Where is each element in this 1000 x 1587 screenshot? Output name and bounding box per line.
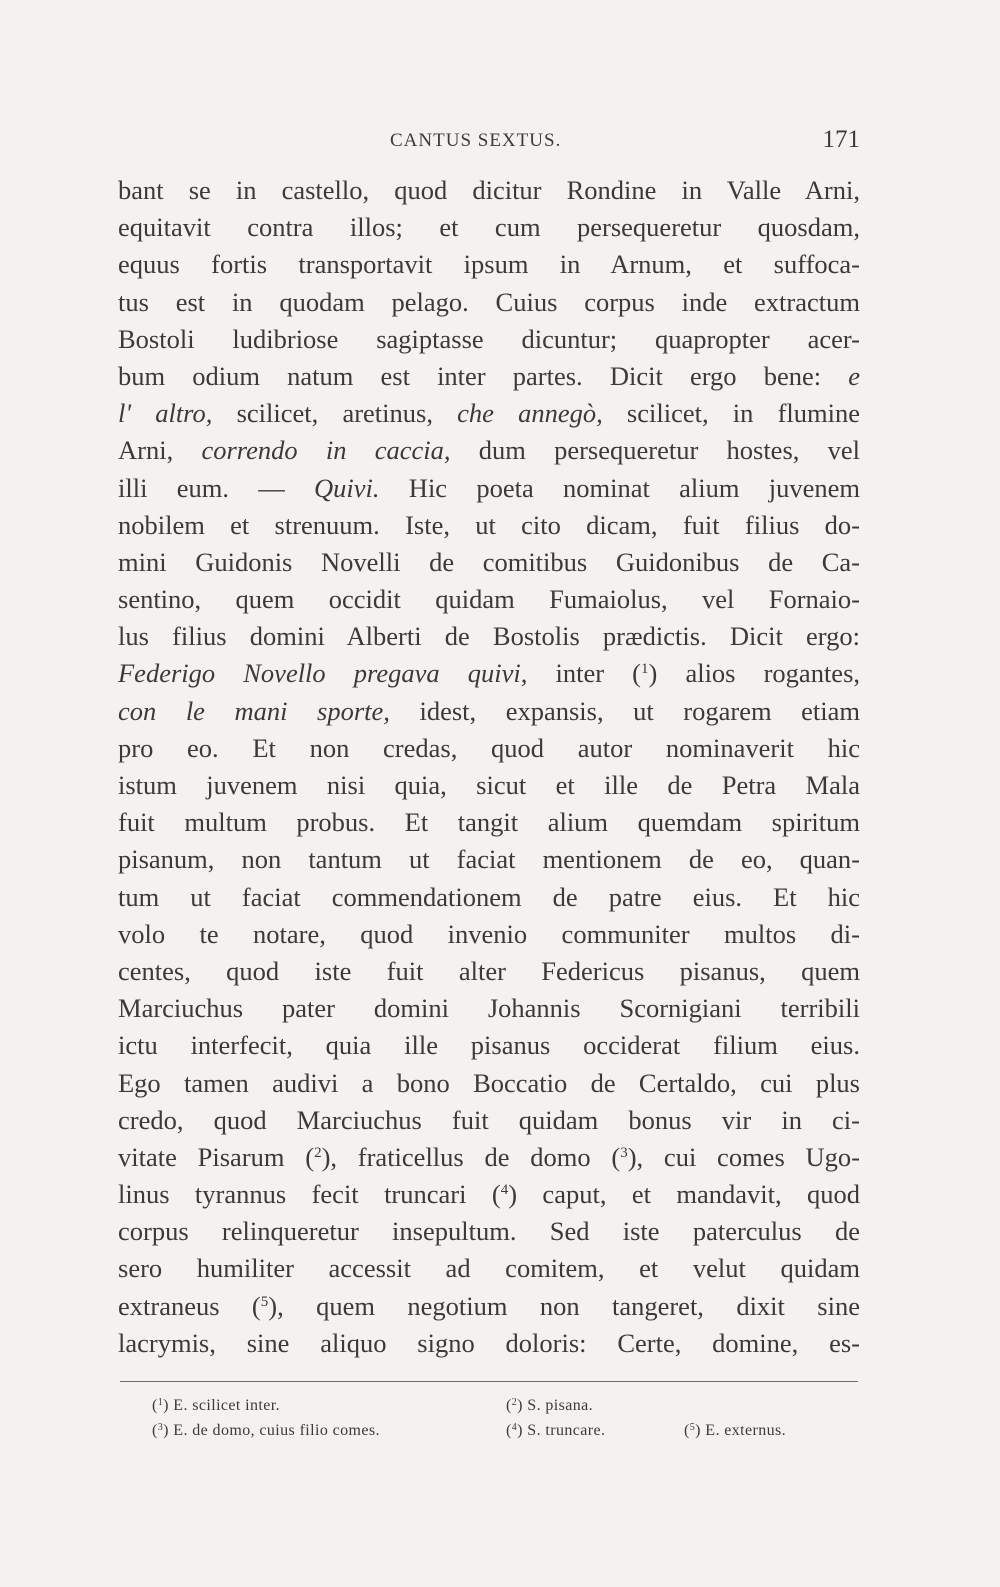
text-line	[118, 321, 860, 358]
text-segment: equitavit contra illos; et cum persequeretur quosdam,	[118, 212, 860, 243]
text-line	[118, 1213, 860, 1250]
text-segment: equus fortis transportavit ipsum in Arnum, et suffoca-	[118, 249, 860, 280]
footnote-marker: 4	[511, 1422, 518, 1433]
text-segment: sero humiliter accessit ad comitem, et velut quidam	[118, 1253, 860, 1284]
text-line	[118, 246, 860, 283]
text-segment: pisanum, non tantum ut faciat mentionem de eo, quan-	[118, 844, 860, 875]
text-segment: volo te notare, quod invenio communiter multos di-	[118, 918, 860, 949]
text-line	[118, 879, 860, 916]
italic-phrase: Quivi.	[314, 472, 380, 503]
page-header	[118, 126, 860, 160]
text-segment: idest, expansis, ut rogarem etiam	[389, 695, 860, 726]
italic-phrase: correndo in caccia,	[201, 435, 451, 466]
text-segment: ), quem negotium non tangeret, dixit sine	[268, 1290, 860, 1321]
footnote-text: E. scilicet inter.	[173, 1397, 281, 1414]
text-segment: credo, quod Marciuchus fuit quidam bonus vir in ci-	[118, 1104, 860, 1135]
text-segment: inter (	[527, 658, 641, 689]
text-segment: scilicet, in flumine	[602, 398, 860, 429]
footnote-3: ($^3$) E. de domo, cuius filio comes.	[152, 1422, 380, 1439]
text-line	[118, 1027, 860, 1064]
text-line	[118, 470, 860, 507]
text-segment: ), fraticellus de domo (	[321, 1141, 621, 1172]
footnote-marker: 2	[511, 1397, 518, 1408]
text-segment: lus filius domini Alberti de Bostolis prædictis. Dicit ergo:	[118, 621, 860, 652]
text-segment: bum odium natum est inter partes. Dicit ergo bene:	[118, 360, 849, 391]
footnote-text: S. truncare.	[527, 1422, 606, 1439]
text-line	[118, 284, 860, 321]
text-line	[118, 1102, 860, 1139]
text-line	[118, 1250, 860, 1287]
italic-phrase: Federigo Novello pregava quivi,	[118, 658, 528, 689]
text-line	[118, 172, 860, 209]
text-line	[118, 432, 860, 469]
text-segment: tus est in quodam pelago. Cuius corpus inde extractum	[118, 286, 860, 317]
text-segment: Arni,	[118, 435, 202, 466]
italic-phrase: con le mani sporte,	[118, 695, 390, 726]
body-text	[118, 172, 860, 1362]
text-segment: ) caput, et mandavit, quod	[508, 1179, 860, 1210]
footnote-ref: 1	[641, 661, 649, 678]
italic-phrase: che annegò,	[457, 398, 603, 429]
text-segment: mini Guidonis Novelli de comitibus Guidonibus de Ca-	[118, 546, 860, 577]
text-line	[118, 730, 860, 767]
text-segment: istum juvenem nisi quia, sicut et ille de Petra Mala	[118, 770, 860, 800]
text-segment: linus tyrannus fecit truncari (	[118, 1179, 501, 1210]
text-segment: centes, quod iste fuit alter Federicus pisanus, quem	[118, 955, 860, 986]
text-segment: illi eum. —	[118, 472, 315, 503]
text-segment: ) alios rogantes,	[648, 658, 860, 689]
footnote-text: E. de domo, cuius filio comes.	[173, 1422, 380, 1439]
text-line	[118, 581, 860, 618]
text-segment: nobilem et strenuum. Iste, ut cito dicam, fuit filius do-	[118, 509, 860, 540]
text-line	[118, 804, 860, 841]
footnote-text: E. externus.	[705, 1422, 787, 1439]
text-line	[118, 1325, 860, 1362]
text-segment: Bostoli ludibriose sagiptasse dicuntur; quapropter acer-	[118, 323, 860, 354]
footnote-text: S. pisana.	[527, 1397, 594, 1414]
text-line	[118, 1176, 860, 1213]
text-segment: ictu interfecit, quia ille pisanus occiderat filium eius.	[118, 1030, 860, 1061]
footnote-marker: 5	[689, 1422, 696, 1433]
text-line	[118, 1288, 860, 1325]
footnote-ref: 3	[620, 1144, 628, 1161]
text-segment: Marciuchus pater domini Johannis Scornigiani terribili	[118, 993, 860, 1024]
text-line	[118, 953, 860, 990]
text-line	[118, 358, 860, 395]
text-segment: pro eo. Et non credas, quod autor nominaverit hic	[118, 732, 860, 763]
page-number: 171	[822, 126, 860, 153]
text-line	[118, 990, 860, 1027]
footnote-2: ($^2$) S. pisana.	[506, 1397, 594, 1414]
text-line	[118, 767, 860, 804]
text-line	[118, 655, 860, 692]
text-segment: bant se in castello, quod dicitur Rondine in Valle Arni,	[118, 175, 860, 205]
text-segment: dum persequeretur hostes, vel	[450, 435, 860, 466]
footnote-5: ($^5$) E. externus.	[684, 1422, 787, 1439]
footnote-ref: 4	[500, 1182, 509, 1199]
text-line	[118, 693, 860, 730]
footnote-marker: 3	[157, 1422, 164, 1433]
text-segment: vitate Pisarum (	[118, 1141, 315, 1172]
text-line	[118, 1139, 860, 1176]
italic-phrase: e	[848, 360, 860, 391]
text-segment: ), cui comes Ugo-	[627, 1141, 860, 1172]
text-line	[118, 618, 860, 655]
text-segment: tum ut faciat commendationem de patre eius. Et hic	[118, 881, 860, 912]
text-line	[118, 209, 860, 246]
text-segment: fuit multum probus. Et tangit alium quemdam spiritum	[118, 807, 860, 838]
text-line	[118, 544, 860, 581]
footnote-rule	[120, 1381, 858, 1382]
text-line	[118, 507, 860, 544]
text-line	[118, 916, 860, 953]
text-segment: scilicet, aretinus,	[212, 398, 458, 429]
italic-phrase: l' altro,	[118, 398, 213, 429]
running-head: CANTUS SEXTUS.	[390, 130, 562, 151]
footnote-4: ($^4$) S. truncare.	[506, 1422, 606, 1439]
text-segment: corpus relinqueretur insepultum. Sed iste paterculus de	[118, 1216, 860, 1247]
text-segment: Hic poeta nominat alium juvenem	[379, 472, 860, 503]
text-segment: lacrymis, sine aliquo signo doloris: Certe, domine, es-	[118, 1327, 860, 1358]
text-line	[118, 1065, 860, 1102]
footnote-marker: 1	[157, 1397, 164, 1408]
text-segment: Ego tamen audivi a bono Boccatio de Certaldo, cui plus	[118, 1067, 860, 1098]
footnote-1: ($^1$) E. scilicet inter.	[152, 1397, 281, 1414]
text-segment: sentino, quem occidit quidam Fumaiolus, vel Fornaio-	[118, 584, 860, 615]
footnote-ref: 5	[260, 1293, 269, 1310]
text-line	[118, 395, 860, 432]
footnote-ref: 2	[314, 1144, 322, 1161]
text-line	[118, 841, 860, 878]
text-segment: extraneus (	[118, 1290, 261, 1321]
